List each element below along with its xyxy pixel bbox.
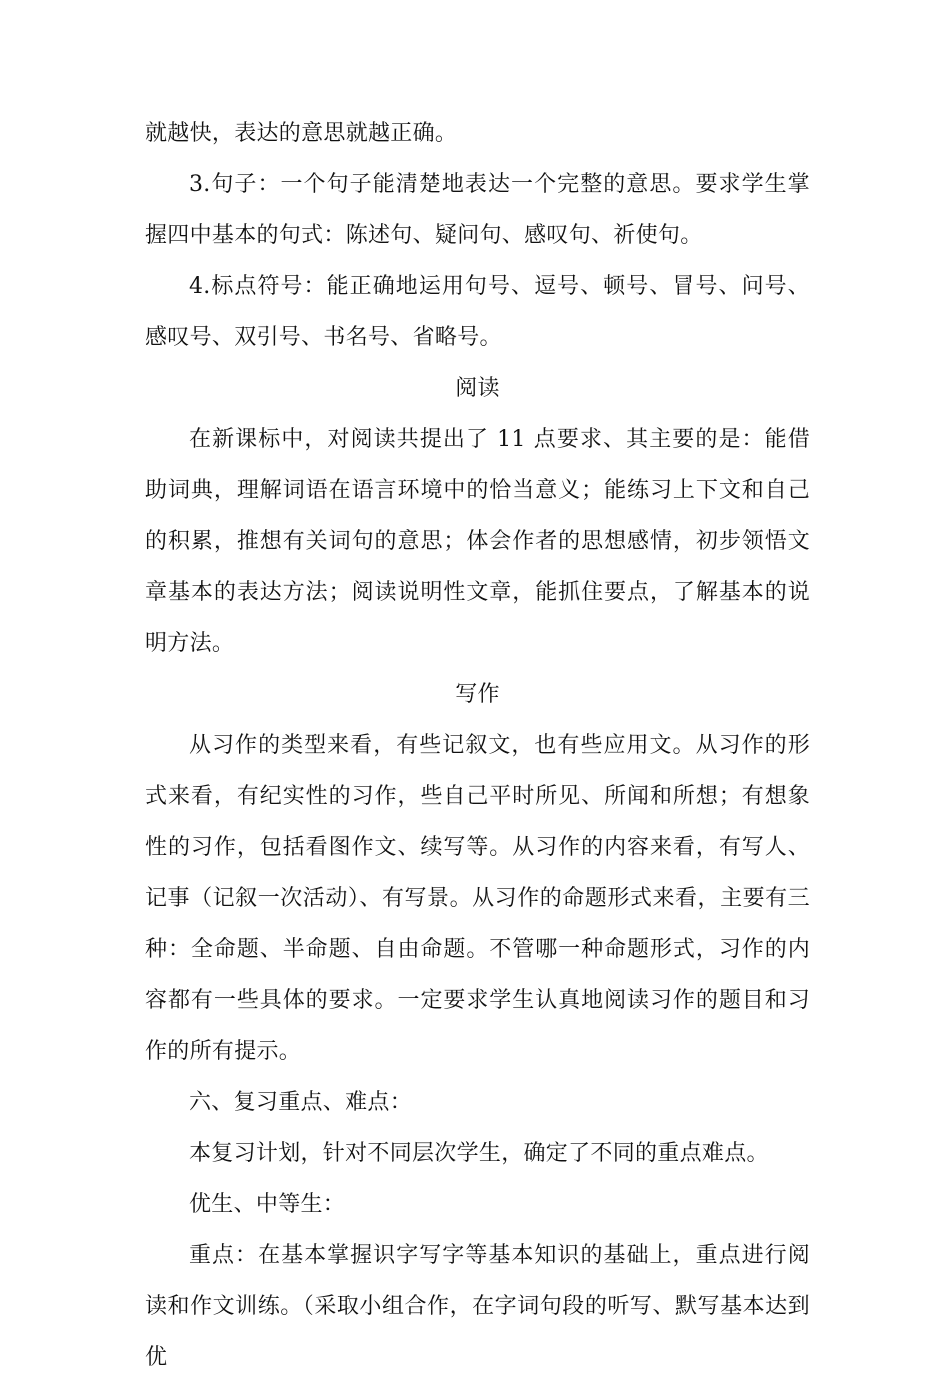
paragraph-review-focus-title: 六、复习重点、难点： — [189, 1090, 413, 1115]
section-heading-reading: 阅读 — [455, 376, 500, 401]
paragraph-students-group: 优生、中等生： — [189, 1192, 346, 1217]
paragraph-review-plan: 本复习计划，针对不同层次学生，确定了不同的重点难点。 — [189, 1141, 769, 1166]
paragraph-continuation: 就越快，表达的意思就越正确。 — [145, 121, 458, 146]
paragraph-writing: 从习作的类型来看，有些记叙文，也有些应用文。从习作的形式来看，有纪实性的习作，些自己平时所见、所闻和所想；有想象性的习作，包括看图作文、续写等。从习作的内容来看，有写人、记事（记叙一次活动）、有写景。从习作的命题形式来看，主要有三种：全命题、半命题、自由命题。不管哪一种命题形式，习作的内容都有一些具体的要求。一定要求学生认真地阅读习作的题目和习作的所有提示。 — [145, 733, 810, 1064]
paragraph-sentences: 3.句子：一个句子能清楚地表达一个完整的意思。要求学生掌握四中基本的句式：陈述句、疑问句、感叹句、祈使句。 — [145, 172, 810, 248]
paragraph-reading: 在新课标中，对阅读共提出了 11 点要求、其主要的是：能借助词典，理解词语在语言环境中的恰当意义；能练习上下文和自己的积累，推想有关词句的意思；体会作者的思想感情，初步领悟文章基本的表达方法；阅读说明性文章，能抓住要点，了解基本的说明方法。 — [145, 427, 810, 656]
paragraph-punctuation: 4.标点符号：能正确地运用句号、逗号、顿号、冒号、问号、感叹号、双引号、书名号、省略号。 — [145, 274, 810, 350]
paragraph-key-points: 重点：在基本掌握识字写字等基本知识的基础上，重点进行阅读和作文训练。（采取小组合作，在字词句段的听写、默写基本达到优 — [145, 1243, 810, 1370]
section-heading-writing: 写作 — [455, 682, 500, 707]
document-body — [145, 108, 810, 1383]
